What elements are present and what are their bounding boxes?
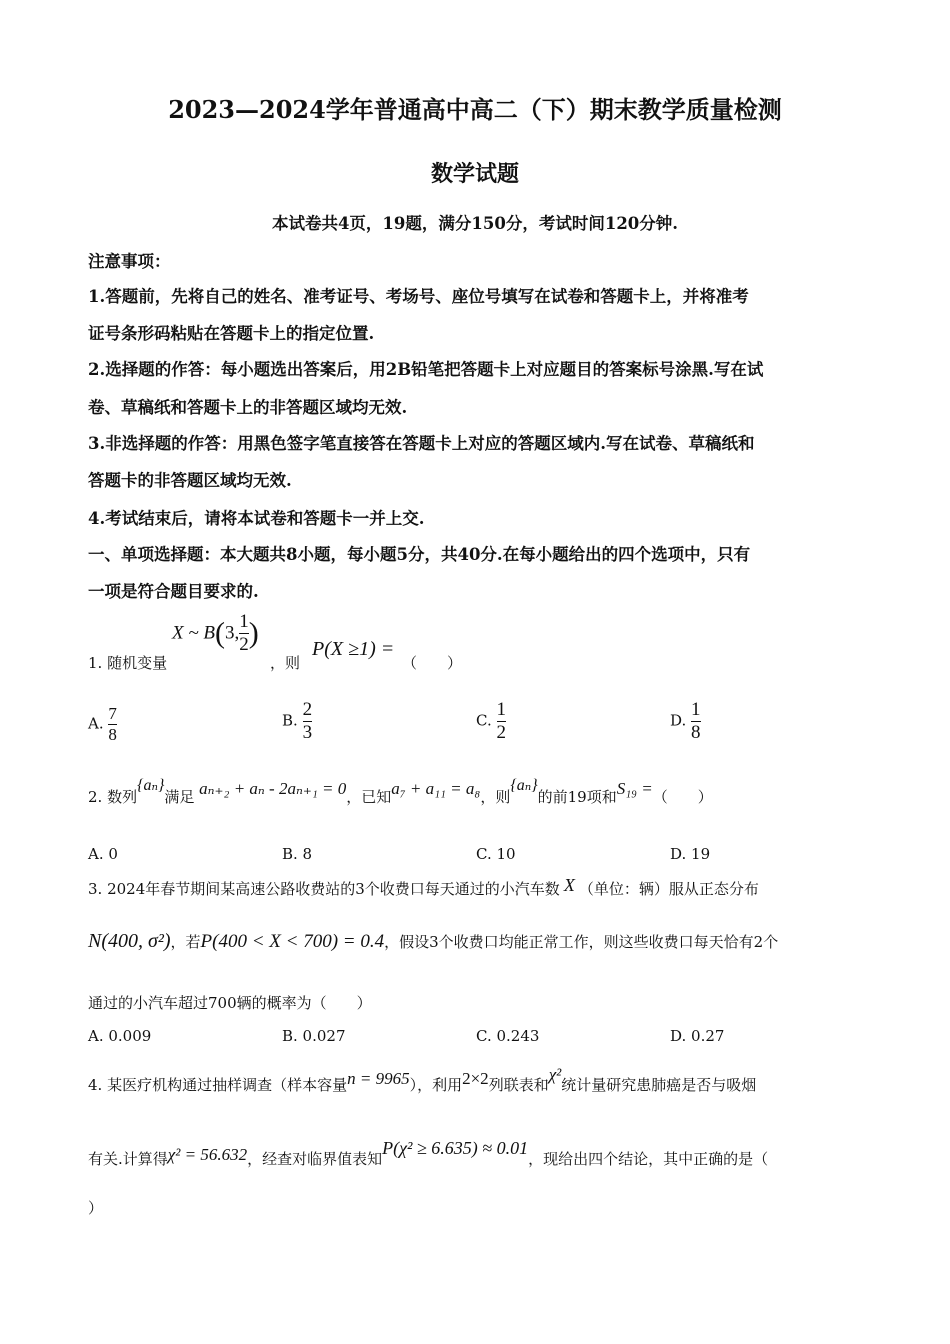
q3-line-3: 通过的小汽车超过700辆的概率为（ ） — [88, 994, 372, 1012]
q3-option-a[interactable]: A. 0.009 — [88, 1027, 152, 1045]
q2-option-c[interactable]: C. 10 — [476, 845, 516, 863]
q2-prefix: 2. 数列 — [88, 788, 138, 806]
q1-option-a-den: 8 — [108, 724, 117, 744]
note-3-line-1: 3.非选择题的作答：用黑色签字笔直接答在答题卡上对应的答题区域内.写在试卷、草稿纸和 — [88, 434, 755, 453]
q3-text-1: ，若 — [170, 933, 201, 951]
q4-chi-symbol: χ² — [548, 1065, 562, 1084]
q4-sample-size: n = 9965 — [347, 1069, 410, 1088]
q2-sequence-2: {aₙ} — [510, 777, 538, 794]
q4-text-e: 有关.计算得 — [88, 1150, 168, 1168]
q2-line — [88, 777, 713, 807]
q4-text-c: 列联表和 — [488, 1076, 549, 1094]
q2-option-d[interactable]: D. 19 — [670, 845, 711, 863]
q1-option-d-frac — [691, 700, 701, 743]
q1-option-b[interactable] — [282, 700, 312, 743]
q2-text-3: ，则 — [480, 788, 511, 806]
q1-option-a-label: A. — [88, 714, 104, 733]
q1-distribution: X ~ B(3, $\frac{1}{2}$ ) — [172, 611, 259, 655]
q4-table-size: 2×2 — [462, 1069, 489, 1088]
note-4: 4.考试结束后，请将本试卷和答题卡一并上交. — [88, 509, 425, 528]
q1-option-d-num: 1 — [691, 699, 701, 720]
note-2-line-1: 2.选择题的作答：每小题选出答案后，用2B铅笔把答题卡上对应题目的答案标号涂黑.写在试 — [88, 360, 764, 379]
q1-option-b-num: 2 — [302, 699, 313, 720]
q4-text-d: 统计量研究患肺癌是否与吸烟 — [561, 1076, 757, 1094]
q1-option-b-frac — [303, 700, 313, 743]
q1-option-b-den: 3 — [302, 721, 313, 743]
q1-option-a-num: 7 — [108, 704, 117, 723]
q4-text-b: ），利用 — [409, 1076, 463, 1094]
q4-chi-value: χ² = 56.632 — [167, 1145, 248, 1164]
q3-text-2: ，假设3个收费口均能正常工作，则这些收费口每天恰有2个 — [384, 933, 779, 951]
q1-option-c-den: 2 — [496, 721, 506, 743]
q1-frac-num: 1 — [239, 611, 249, 632]
q4-text-f: ，经查对临界值表知 — [247, 1150, 383, 1168]
q4-text-g: ，现给出四个结论，其中正确的是（ — [528, 1150, 769, 1168]
q2-sum: S₁₉ = — [616, 779, 653, 798]
section-1-heading-line-1: 一、单项选择题：本大题共8小题，每小题5分，共40分.在每小题给出的四个选项中，只有 — [88, 545, 751, 564]
q3-option-b[interactable]: B. 0.027 — [282, 1027, 346, 1045]
q2-text-2: ，已知 — [346, 788, 392, 806]
q3-line-2 — [88, 930, 778, 953]
subject-title: 数学试题 — [430, 161, 519, 187]
note-2-line-2: 卷、草稿纸和答题卡上的非答题区域均无效. — [88, 398, 408, 417]
note-3-line-2: 答题卡的非答题区域均无效. — [88, 471, 292, 490]
q3-line-1 — [88, 875, 759, 899]
q3-option-d[interactable]: D. 0.27 — [670, 1027, 725, 1045]
q1-option-d[interactable] — [670, 700, 701, 743]
q1-dist-n: 3, — [225, 622, 240, 644]
q1-option-d-label: D. — [670, 711, 687, 730]
q2-sequence: {aₙ} — [137, 777, 165, 794]
q1-option-a-frac — [108, 705, 117, 744]
q1-probability: P(X ≥1) = — [312, 638, 395, 660]
q1-option-d-den: 8 — [691, 721, 701, 743]
note-1-line-1: 1.答题前，先将自己的姓名、准考证号、考场号、座位号填写在试卷和答题卡上，并将准考 — [88, 287, 749, 306]
q4-line-1 — [88, 1065, 757, 1095]
q4-text-h: ） — [88, 1199, 104, 1217]
q1-answer-paren: （ ） — [402, 654, 463, 672]
q1-option-c-num: 1 — [496, 699, 506, 720]
q3-text-b: （单位：辆）服从正态分布 — [578, 880, 759, 898]
exam-title: 2023—2024学年普通高中高二（下）期末教学质量检测 — [168, 95, 782, 124]
q1-prefix: 1. 随机变量 — [88, 654, 168, 672]
q4-text-a: 4. 某医疗机构通过抽样调查（样本容量 — [88, 1076, 348, 1094]
q1-option-c-frac — [497, 700, 507, 743]
q1-option-a[interactable] — [88, 705, 117, 744]
q3-probability: P(400 < X < 700) = 0.4 — [200, 931, 385, 952]
q2-text-1: 满足 — [164, 788, 195, 806]
q2-recurrence: aₙ₊₂ + aₙ - 2aₙ₊₁ = 0 — [199, 779, 347, 798]
q1-dist-fraction — [239, 612, 249, 655]
q4-critical-value: P(χ² ≥ 6.635) ≈ 0.01 — [382, 1138, 529, 1158]
q3-option-c[interactable]: C. 0.243 — [476, 1027, 540, 1045]
q2-answer-paren: （ ） — [652, 788, 713, 806]
q1-frac-den: 2 — [239, 633, 249, 655]
note-1-line-2: 证号条形码粘贴在答题卡上的指定位置. — [88, 324, 375, 343]
q3-variable: X — [563, 875, 575, 895]
q2-condition: a₇ + a₁₁ = a₈ — [391, 779, 481, 798]
q3-normal-dist: N(400, σ²) — [88, 930, 171, 952]
q3-text-a: 3. 2024年春节期间某高速公路收费站的3个收费口每天通过的小汽车数 — [88, 880, 560, 898]
q1-option-c-label: C. — [476, 711, 492, 730]
q1-mid-text: ，则 — [270, 654, 301, 672]
q2-option-b[interactable]: B. 8 — [282, 845, 313, 863]
section-1-heading-line-2: 一项是符合题目要求的. — [88, 582, 259, 601]
q2-option-a[interactable]: A. 0 — [88, 845, 118, 863]
q1-option-b-label: B. — [282, 711, 298, 730]
q2-text-4: 的前19项和 — [537, 788, 617, 806]
notes-heading: 注意事项： — [88, 252, 171, 271]
q4-line-2 — [88, 1138, 769, 1169]
q1-dist-lhs: X ~ B — [172, 622, 215, 644]
exam-info: 本试卷共4页，19题，满分150分，考试时间120分钟. — [271, 214, 679, 233]
q1-option-c[interactable] — [476, 700, 506, 743]
